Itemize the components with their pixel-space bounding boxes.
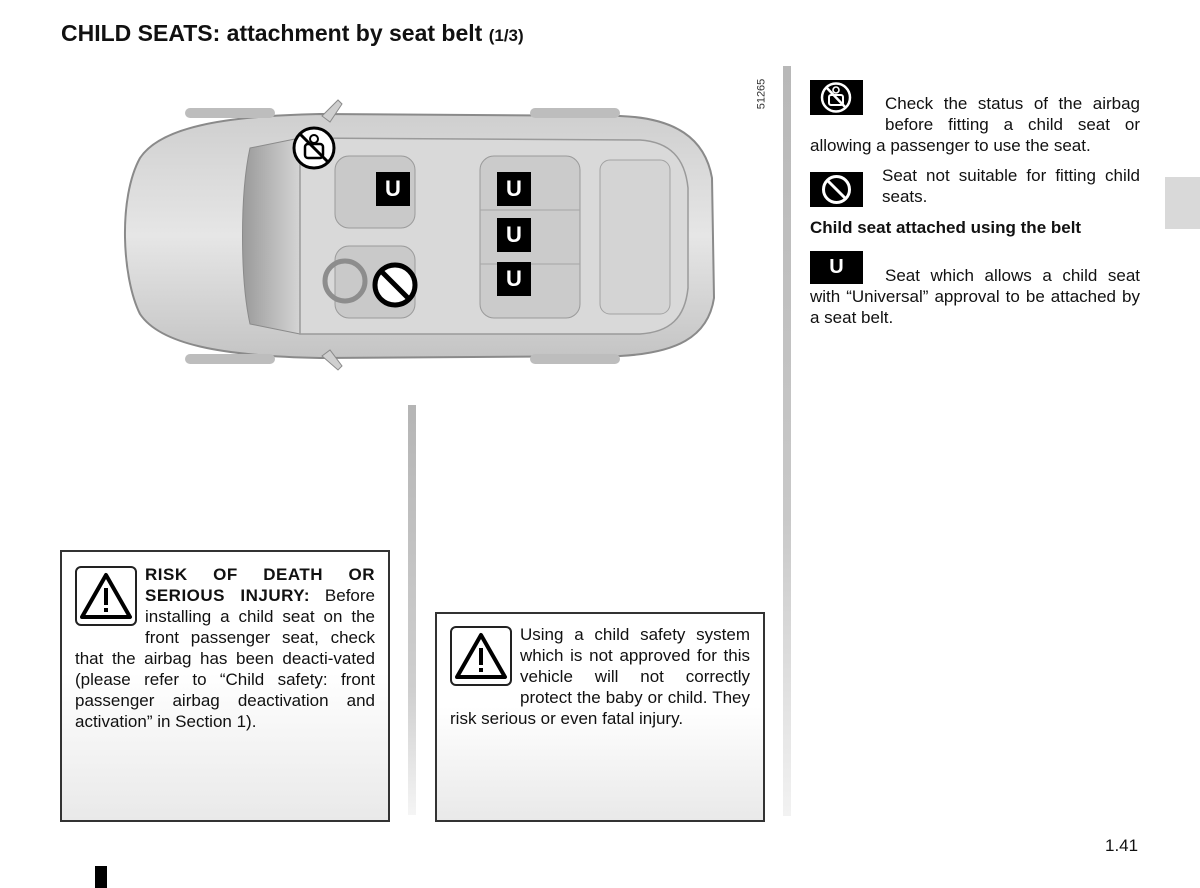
- warning-box-approval: [435, 612, 765, 822]
- section-heading: Child seat attached using the belt: [810, 218, 1082, 237]
- column-divider-right: [783, 66, 791, 816]
- not-suitable-note-text: Seat not suitable for fitting child seats.: [882, 166, 1140, 206]
- warning-triangle-icon: [450, 626, 512, 686]
- seat-badge-letter: U: [506, 266, 522, 291]
- seat-badge-letter: U: [506, 222, 522, 247]
- column-divider-middle: [408, 405, 416, 815]
- section-tab-marker: [1165, 177, 1200, 229]
- seat-badge-letter: U: [506, 176, 522, 201]
- warning-box-airbag: [60, 550, 390, 822]
- page-corner-mark: [95, 866, 107, 888]
- page-title: [61, 20, 524, 47]
- car-illustration-svg: [100, 98, 720, 378]
- airbag-off-child-seat-icon: [810, 80, 863, 115]
- prohibited-icon: [372, 262, 418, 308]
- airbag-note-text: Check the status of the airbag before fitting a child seat or allowing a passenger to use the seat.: [810, 94, 1140, 155]
- prohibited-icon: [810, 172, 863, 207]
- warning-triangle-icon: [75, 566, 137, 626]
- page-title-part: (1/3): [488, 26, 524, 45]
- warning-airbag-bold: RISK OF DEATH OR SERIOUS INJURY:: [145, 565, 375, 605]
- seat-badge-rear-left: [497, 172, 531, 206]
- seat-badge-letter: U: [385, 176, 401, 201]
- right-column: [810, 80, 1140, 328]
- universal-note: [810, 251, 1140, 328]
- universal-seat-badge: [810, 251, 863, 284]
- car-top-view-illustration: [100, 98, 720, 378]
- universal-note-text: Seat which allows a child seat with “Universal” approval to be attached by a seat belt.: [810, 266, 1140, 327]
- page-number: 1.41: [1105, 836, 1139, 855]
- seat-badge-front-passenger: [376, 172, 410, 206]
- figure-reference-number: 51265: [755, 78, 768, 110]
- airbag-off-child-seat-icon: [292, 126, 336, 170]
- universal-badge-letter: U: [829, 256, 844, 278]
- airbag-note: [810, 80, 1140, 156]
- seat-badge-rear-center: [497, 218, 531, 252]
- warning-approval-text: Using a child safety system which is not approved for this vehicle will not correctly protect the baby or child. They risk serious or even fatal injury.: [450, 625, 750, 728]
- page-title-text: CHILD SEATS: attachment by seat belt: [61, 20, 483, 46]
- seat-badge-rear-right: [497, 262, 531, 296]
- warning-airbag-body: Before installing a child seat on the front passenger seat, check that the airbag has been deacti-vated (please refer to “Child safety: front passenger airbag deactivation and activation” in Section 1).: [75, 586, 376, 731]
- not-suitable-note: [810, 165, 1140, 207]
